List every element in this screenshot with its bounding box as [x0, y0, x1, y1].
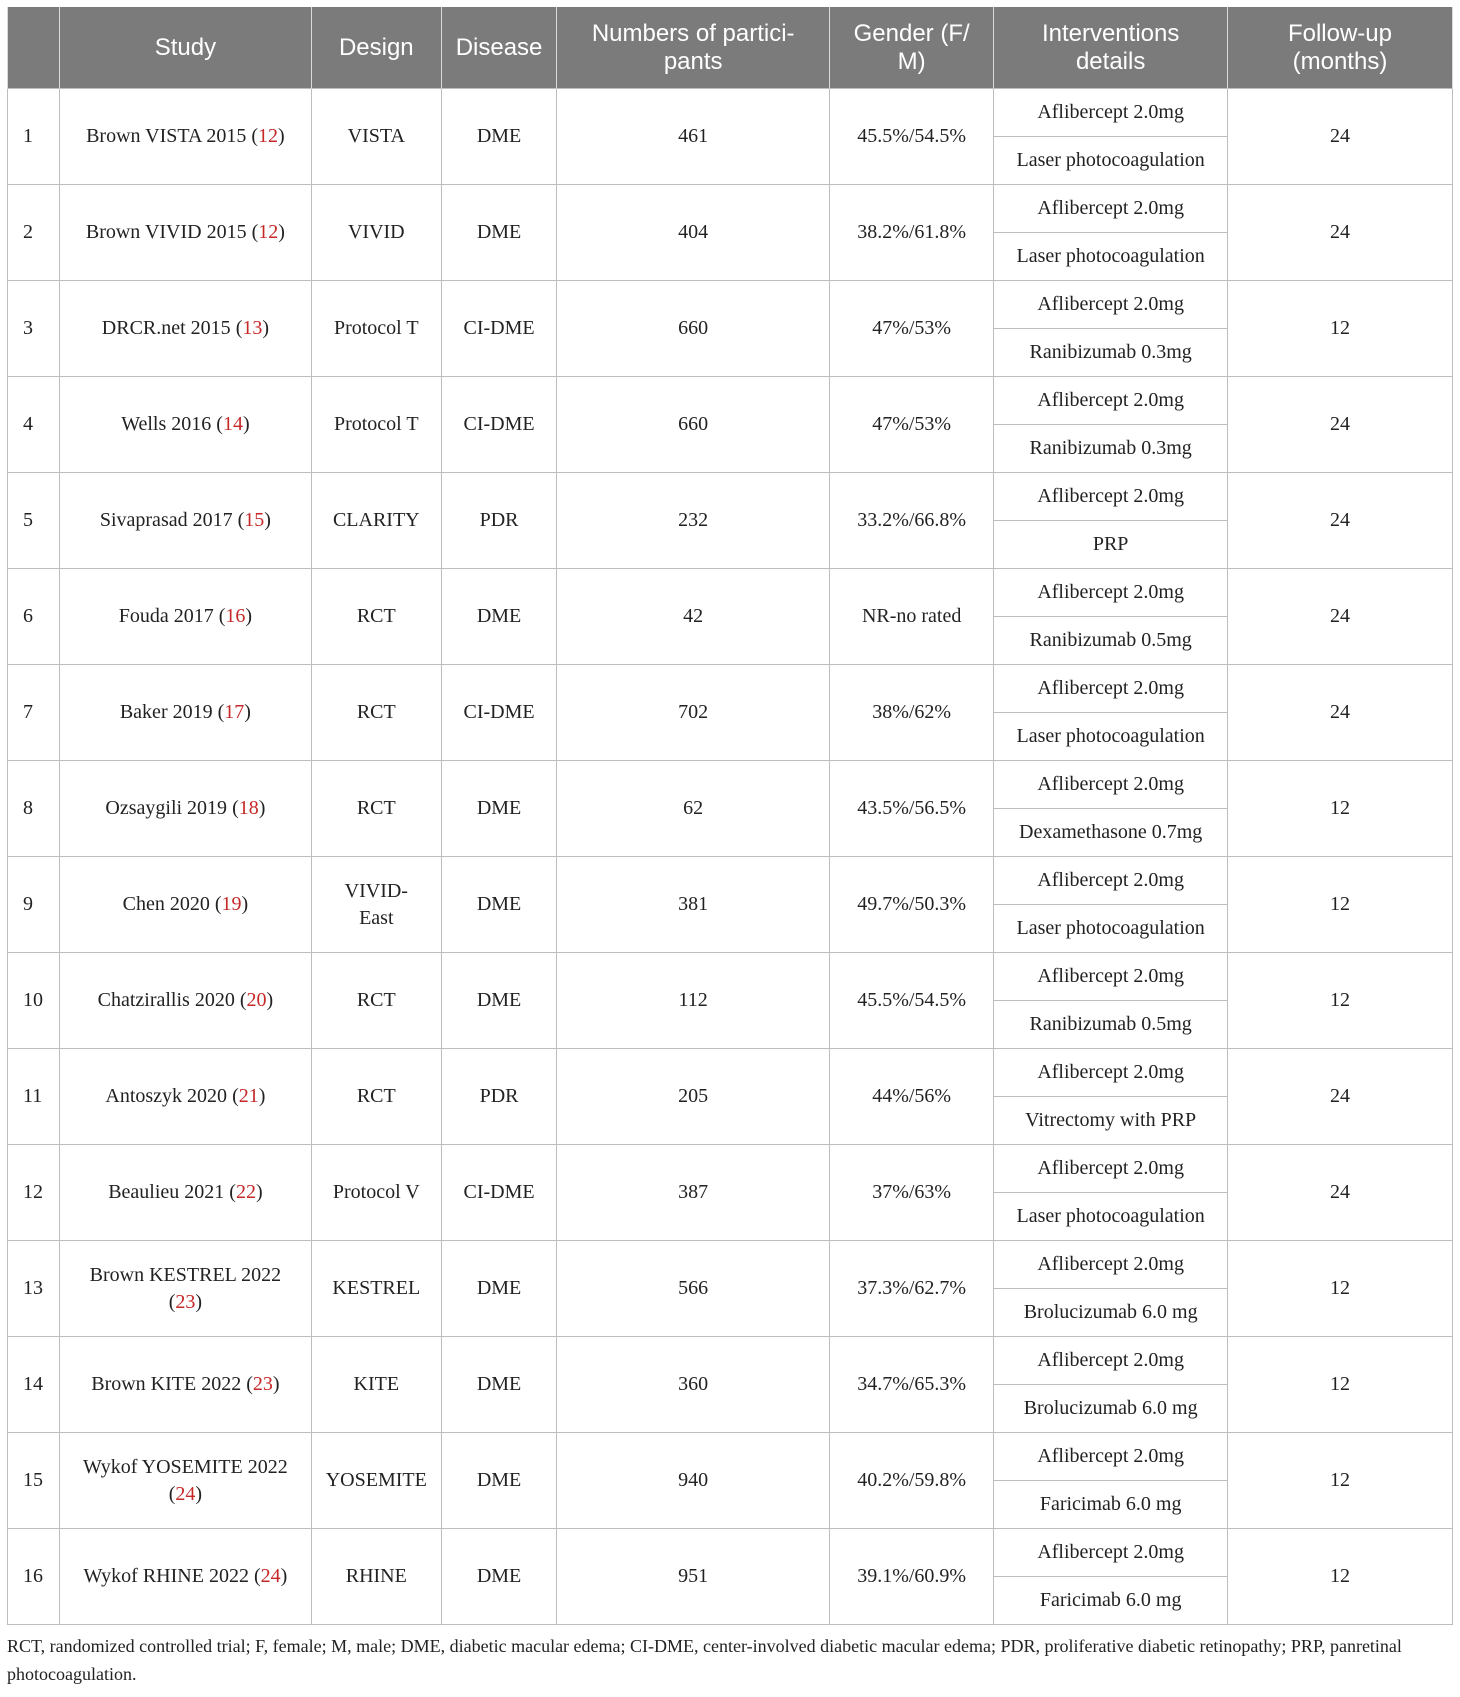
study-name: Chen 2020 [122, 893, 210, 915]
study-name: Beaulieu 2021 [108, 1181, 225, 1203]
study-cell: Brown VISTA 2015 (12) [59, 89, 311, 185]
intervention-cell: Aflibercept 2.0mg [994, 953, 1228, 1001]
disease-cell: CI-DME [441, 377, 557, 473]
disease-cell: DME [441, 1529, 557, 1625]
row-number: 4 [8, 377, 60, 473]
row-number: 5 [8, 473, 60, 569]
followup-cell: 12 [1227, 857, 1452, 953]
study-cell: Baker 2019 (17) [59, 665, 311, 761]
participants-cell: 461 [557, 89, 830, 185]
gender-cell: 34.7%/65.3% [829, 1337, 993, 1433]
study-cell: Brown VIVID 2015 (12) [59, 185, 311, 281]
intervention-cell: Aflibercept 2.0mg [994, 665, 1228, 713]
table-row [8, 473, 1453, 521]
design-cell: Protocol V [311, 1145, 441, 1241]
design-cell: VIVID [311, 185, 441, 281]
column-header-3: Disease [441, 7, 557, 89]
participants-cell: 62 [557, 761, 830, 857]
followup-cell: 12 [1227, 953, 1452, 1049]
row-number: 11 [8, 1049, 60, 1145]
disease-cell: CI-DME [441, 281, 557, 377]
intervention-cell: Brolucizumab 6.0 mg [994, 1289, 1228, 1337]
disease-cell: DME [441, 89, 557, 185]
table-container [7, 7, 1453, 1688]
table-row [8, 1241, 1453, 1289]
study-name: Fouda 2017 [118, 605, 214, 627]
table-row [8, 761, 1453, 809]
participants-cell: 660 [557, 281, 830, 377]
study-name: DRCR.net 2015 [101, 317, 231, 339]
study-cell: Antoszyk 2020 (21) [59, 1049, 311, 1145]
design-cell: VIVID- East [311, 857, 441, 953]
intervention-cell: Aflibercept 2.0mg [994, 1049, 1228, 1097]
participants-cell: 381 [557, 857, 830, 953]
intervention-cell: Laser photocoagulation [994, 905, 1228, 953]
intervention-cell: Laser photocoagulation [994, 713, 1228, 761]
gender-cell: NR-no rated [829, 569, 993, 665]
followup-cell: 12 [1227, 1433, 1452, 1529]
row-number: 12 [8, 1145, 60, 1241]
reference-link[interactable]: 24 [175, 1482, 196, 1505]
gender-cell: 39.1%/60.9% [829, 1529, 993, 1625]
table-row [8, 665, 1453, 713]
study-cell: Wykof YOSEMITE 2022 (24) [59, 1433, 311, 1529]
column-header-1: Study [59, 7, 311, 89]
intervention-cell: Aflibercept 2.0mg [994, 1529, 1228, 1577]
intervention-cell: Laser photocoagulation [994, 1193, 1228, 1241]
column-header-2: Design [311, 7, 441, 89]
design-cell: YOSEMITE [311, 1433, 441, 1529]
reference-link[interactable]: 19 [221, 893, 242, 915]
disease-cell: DME [441, 953, 557, 1049]
intervention-cell: Aflibercept 2.0mg [994, 569, 1228, 617]
intervention-cell: Aflibercept 2.0mg [994, 89, 1228, 137]
reference-link[interactable]: 24 [260, 1565, 281, 1587]
participants-cell: 205 [557, 1049, 830, 1145]
reference-link[interactable]: 16 [225, 605, 246, 627]
disease-cell: DME [441, 1337, 557, 1433]
table-row [8, 89, 1453, 137]
table-row [8, 281, 1453, 329]
study-name: Brown VISTA 2015 [86, 125, 247, 147]
study-name: Brown KITE 2022 [91, 1373, 242, 1395]
followup-cell: 12 [1227, 1241, 1452, 1337]
intervention-cell: PRP [994, 521, 1228, 569]
intervention-cell: Faricimab 6.0 mg [994, 1481, 1228, 1529]
followup-cell: 24 [1227, 185, 1452, 281]
study-cell: Wells 2016 (14) [59, 377, 311, 473]
reference-link[interactable]: 21 [238, 1085, 259, 1107]
disease-cell: CI-DME [441, 665, 557, 761]
design-cell: RCT [311, 1049, 441, 1145]
table-body [8, 89, 1453, 1625]
reference-link[interactable]: 22 [235, 1181, 256, 1203]
column-header-7: Follow-up (months) [1227, 7, 1452, 89]
intervention-cell: Aflibercept 2.0mg [994, 473, 1228, 521]
participants-cell: 387 [557, 1145, 830, 1241]
intervention-cell: Aflibercept 2.0mg [994, 857, 1228, 905]
participants-cell: 566 [557, 1241, 830, 1337]
participants-cell: 404 [557, 185, 830, 281]
column-header-4: Numbers of partici- pants [557, 7, 830, 89]
followup-cell: 24 [1227, 569, 1452, 665]
studies-table [7, 7, 1453, 1625]
intervention-cell: Aflibercept 2.0mg [994, 1145, 1228, 1193]
participants-cell: 112 [557, 953, 830, 1049]
row-number: 6 [8, 569, 60, 665]
disease-cell: CI-DME [441, 1145, 557, 1241]
gender-cell: 44%/56% [829, 1049, 993, 1145]
table-row [8, 185, 1453, 233]
reference-link[interactable]: 14 [222, 413, 243, 435]
gender-cell: 33.2%/66.8% [829, 473, 993, 569]
followup-cell: 24 [1227, 89, 1452, 185]
table-row [8, 953, 1453, 1001]
reference-link[interactable]: 23 [252, 1373, 273, 1395]
intervention-cell: Aflibercept 2.0mg [994, 761, 1228, 809]
followup-cell: 24 [1227, 473, 1452, 569]
disease-cell: DME [441, 1241, 557, 1337]
row-number: 2 [8, 185, 60, 281]
study-cell: Chatzirallis 2020 (20) [59, 953, 311, 1049]
column-header-5: Gender (F/ M) [829, 7, 993, 89]
intervention-cell: Laser photocoagulation [994, 233, 1228, 281]
intervention-cell: Ranibizumab 0.3mg [994, 329, 1228, 377]
row-number: 9 [8, 857, 60, 953]
intervention-cell: Brolucizumab 6.0 mg [994, 1385, 1228, 1433]
study-name: Baker 2019 [119, 701, 213, 723]
participants-cell: 42 [557, 569, 830, 665]
reference-link[interactable]: 15 [244, 509, 265, 531]
table-row [8, 377, 1453, 425]
disease-cell: DME [441, 857, 557, 953]
study-name: Chatzirallis 2020 [97, 989, 235, 1011]
intervention-cell: Ranibizumab 0.5mg [994, 617, 1228, 665]
followup-cell: 24 [1227, 665, 1452, 761]
participants-cell: 951 [557, 1529, 830, 1625]
gender-cell: 38.2%/61.8% [829, 185, 993, 281]
row-number: 16 [8, 1529, 60, 1625]
followup-cell: 24 [1227, 377, 1452, 473]
participants-cell: 232 [557, 473, 830, 569]
disease-cell: DME [441, 1433, 557, 1529]
reference-link[interactable]: 12 [258, 125, 279, 147]
study-name: Brown KESTREL 2022 [89, 1263, 282, 1286]
participants-cell: 702 [557, 665, 830, 761]
design-cell: RHINE [311, 1529, 441, 1625]
intervention-cell: Vitrectomy with PRP [994, 1097, 1228, 1145]
gender-cell: 45.5%/54.5% [829, 953, 993, 1049]
study-name: Wykof RHINE 2022 [83, 1565, 249, 1587]
study-cell: DRCR.net 2015 (13) [59, 281, 311, 377]
study-cell: Wykof RHINE 2022 (24) [59, 1529, 311, 1625]
row-number: 3 [8, 281, 60, 377]
gender-cell: 38%/62% [829, 665, 993, 761]
gender-cell: 37.3%/62.7% [829, 1241, 993, 1337]
table-row [8, 857, 1453, 905]
table-row [8, 1337, 1453, 1385]
study-cell: Beaulieu 2021 (22) [59, 1145, 311, 1241]
intervention-cell: Aflibercept 2.0mg [994, 1433, 1228, 1481]
participants-cell: 360 [557, 1337, 830, 1433]
followup-cell: 12 [1227, 1529, 1452, 1625]
study-name: Brown VIVID 2015 [85, 221, 247, 243]
design-cell: RCT [311, 569, 441, 665]
participants-cell: 940 [557, 1433, 830, 1529]
table-footnote: RCT, randomized controlled trial; F, female; M, male; DME, diabetic macular edema; CI-DME, center-involved diabetic macular edema; PDR, proliferative diabetic retinopathy; PRP, panretinal photocoagulation. [7, 1636, 1402, 1684]
reference-link[interactable]: 20 [246, 989, 267, 1011]
row-number: 1 [8, 89, 60, 185]
study-name: Wykof YOSEMITE 2022 [83, 1455, 288, 1478]
table-row [8, 569, 1453, 617]
table-row [8, 1529, 1453, 1577]
column-header-0 [8, 7, 60, 89]
study-name: Ozsaygili 2019 [105, 797, 228, 819]
disease-cell: DME [441, 761, 557, 857]
design-cell: VISTA [311, 89, 441, 185]
design-cell: RCT [311, 761, 441, 857]
disease-cell: DME [441, 185, 557, 281]
followup-cell: 24 [1227, 1049, 1452, 1145]
intervention-cell: Aflibercept 2.0mg [994, 281, 1228, 329]
row-number: 14 [8, 1337, 60, 1433]
study-cell: Fouda 2017 (16) [59, 569, 311, 665]
gender-cell: 49.7%/50.3% [829, 857, 993, 953]
study-name: Antoszyk 2020 [105, 1085, 228, 1107]
intervention-cell: Laser photocoagulation [994, 137, 1228, 185]
gender-cell: 43.5%/56.5% [829, 761, 993, 857]
design-cell: RCT [311, 665, 441, 761]
study-cell: Chen 2020 (19) [59, 857, 311, 953]
followup-cell: 12 [1227, 1337, 1452, 1433]
gender-cell: 47%/53% [829, 281, 993, 377]
intervention-cell: Aflibercept 2.0mg [994, 1241, 1228, 1289]
followup-cell: 12 [1227, 761, 1452, 857]
study-name: Sivaprasad 2017 [99, 509, 233, 531]
disease-cell: PDR [441, 473, 557, 569]
disease-cell: PDR [441, 1049, 557, 1145]
row-number: 15 [8, 1433, 60, 1529]
gender-cell: 40.2%/59.8% [829, 1433, 993, 1529]
reference-link[interactable]: 17 [224, 701, 245, 723]
design-cell: CLARITY [311, 473, 441, 569]
row-number: 7 [8, 665, 60, 761]
gender-cell: 47%/53% [829, 377, 993, 473]
disease-cell: DME [441, 569, 557, 665]
table-row [8, 1145, 1453, 1193]
intervention-cell: Faricimab 6.0 mg [994, 1577, 1228, 1625]
participants-cell: 660 [557, 377, 830, 473]
followup-cell: 12 [1227, 281, 1452, 377]
intervention-cell: Ranibizumab 0.5mg [994, 1001, 1228, 1049]
column-header-6: Interventions details [994, 7, 1228, 89]
reference-link[interactable]: 12 [258, 221, 279, 243]
design-cell: RCT [311, 953, 441, 1049]
design-cell: Protocol T [311, 281, 441, 377]
intervention-cell: Ranibizumab 0.3mg [994, 425, 1228, 473]
study-cell: Brown KITE 2022 (23) [59, 1337, 311, 1433]
followup-cell: 24 [1227, 1145, 1452, 1241]
study-cell: Brown KESTREL 2022 (23) [59, 1241, 311, 1337]
design-cell: Protocol T [311, 377, 441, 473]
row-number: 13 [8, 1241, 60, 1337]
study-cell: Ozsaygili 2019 (18) [59, 761, 311, 857]
row-number: 8 [8, 761, 60, 857]
study-name: Wells 2016 [121, 413, 212, 435]
table-row [8, 1433, 1453, 1481]
design-cell: KESTREL [311, 1241, 441, 1337]
reference-link[interactable]: 23 [175, 1290, 196, 1313]
gender-cell: 37%/63% [829, 1145, 993, 1241]
design-cell: KITE [311, 1337, 441, 1433]
header-row [8, 7, 1453, 89]
reference-link[interactable]: 13 [242, 317, 263, 339]
reference-link[interactable]: 18 [238, 797, 259, 819]
table-row [8, 1049, 1453, 1097]
study-cell: Sivaprasad 2017 (15) [59, 473, 311, 569]
intervention-cell: Aflibercept 2.0mg [994, 185, 1228, 233]
intervention-cell: Aflibercept 2.0mg [994, 377, 1228, 425]
intervention-cell: Aflibercept 2.0mg [994, 1337, 1228, 1385]
row-number: 10 [8, 953, 60, 1049]
gender-cell: 45.5%/54.5% [829, 89, 993, 185]
intervention-cell: Dexamethasone 0.7mg [994, 809, 1228, 857]
